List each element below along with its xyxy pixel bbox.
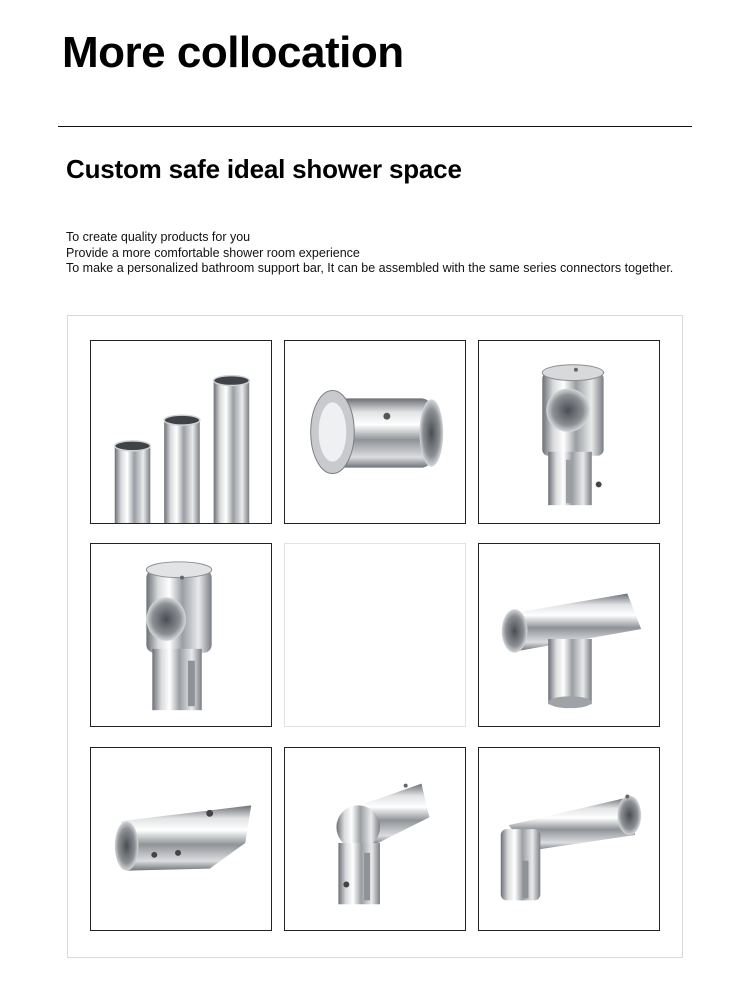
title-divider: [58, 126, 692, 127]
wall-flange-connector-icon: [285, 341, 465, 523]
product-tile-t-connector: [478, 543, 660, 727]
t-connector-icon: [479, 544, 659, 726]
description-block: [66, 230, 673, 277]
description-line: To create quality products for you: [66, 230, 251, 244]
angled-wall-support-icon: [91, 748, 271, 930]
product-tile-angled-support: [90, 747, 272, 931]
l-connector-glass-clamp-icon: [479, 748, 659, 930]
product-tile-side-hole-clamp: [90, 543, 272, 727]
product-tile-l-connector: [478, 747, 660, 931]
product-tile-tubes: [90, 340, 272, 524]
product-tile-empty: [284, 543, 466, 727]
section-subtitle: Custom safe ideal shower space: [66, 154, 462, 184]
product-tile-wall-flange: [284, 340, 466, 524]
product-tile-cross-clamp: [478, 340, 660, 524]
product-tile-elbow-clamp: [284, 747, 466, 931]
tubes-icon: [91, 341, 271, 523]
elbow-glass-clamp-icon: [285, 748, 465, 930]
description-line: To make a personalized bathroom support bar, It can be assembled with the same series connectors together.: [66, 261, 674, 275]
side-hole-glass-clamp-icon: [91, 544, 271, 726]
description-line: Provide a more comfortable shower room experience: [66, 245, 360, 260]
cross-glass-clamp-icon: [479, 341, 659, 523]
page-title: More collocation: [62, 28, 404, 77]
product-grid: [67, 315, 683, 958]
